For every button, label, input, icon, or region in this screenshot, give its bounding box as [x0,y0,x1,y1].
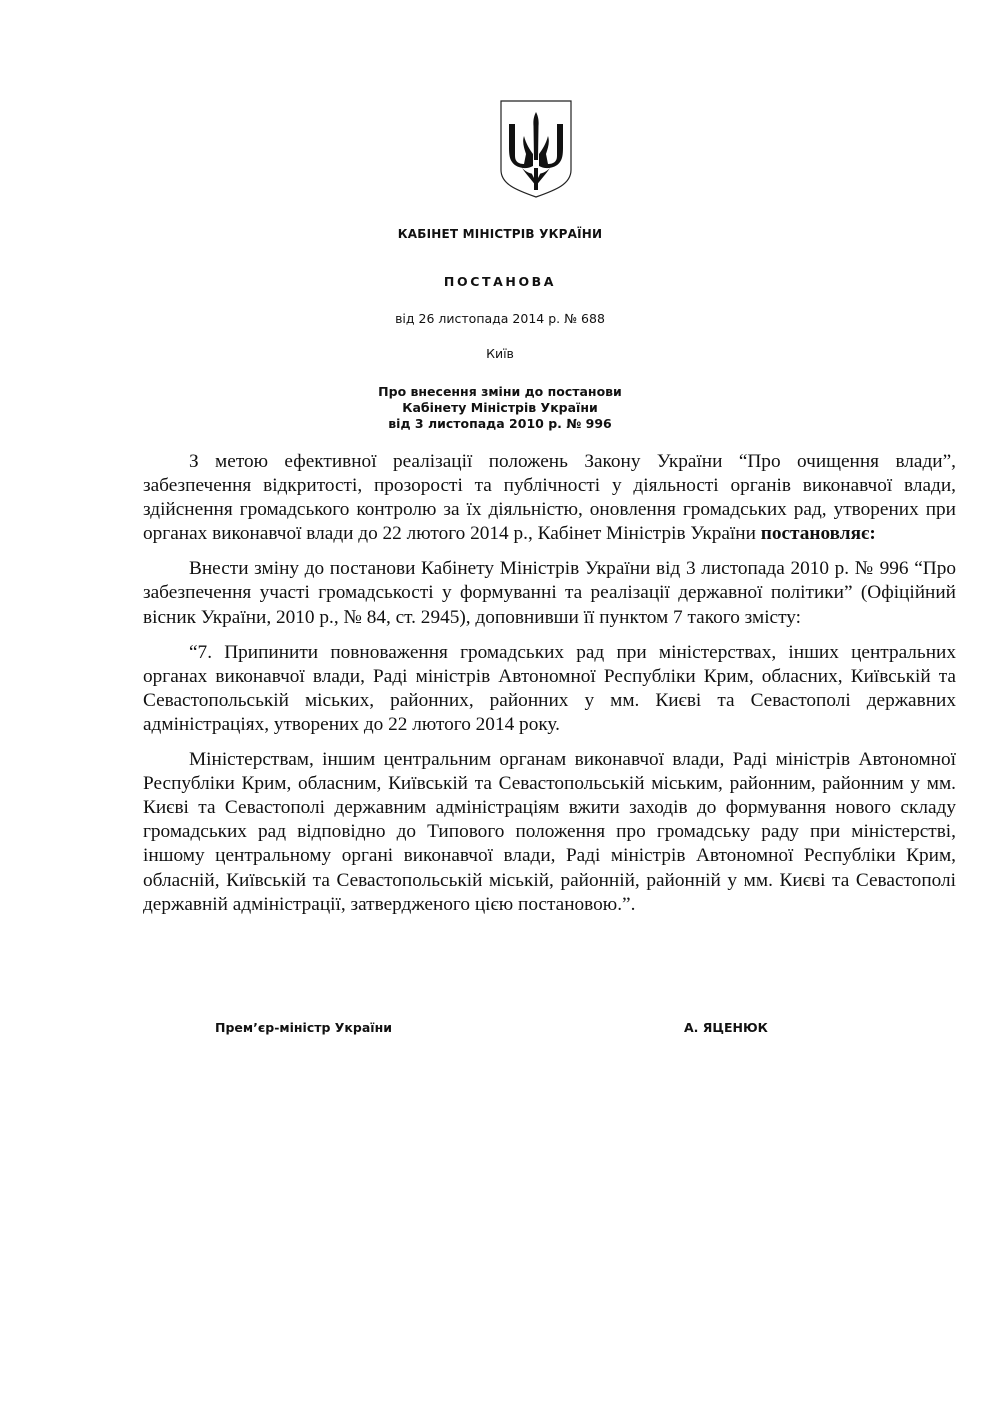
signatory-position: Прем’єр-міністр України [215,1020,392,1035]
document-body [143,450,956,928]
resolves-keyword: постановляє: [760,523,876,545]
document-city: Київ [486,346,514,361]
ukraine-coat-of-arms-icon [498,98,574,200]
organization-name: КАБІНЕТ МІНІСТРІВ УКРАЇНИ [397,227,603,241]
paragraph-text: З метою ефективної реалізації положень Закону України “Про очищення влади”, забезпечення відкритості, прозорості та публічності у діяльності органів виконавчої влади, здійснення громадського контролю за їх діяльністю, оновлення громадських рад, утворених при органах виконавчої влади до 22 лютого 2014 р., Кабінет Міністрів України [143,451,956,545]
body-paragraph-instructions: Міністерствам, іншим центральним органам виконавчої влади, Раді міністрів Автономної Республіки Крим, обласним, Київській та Севастопольській міським, районним, районним у мм. Києві та Севастополі державним адміністраціям вжити заходів до формування нового складу громадських рад відповідно до Типового положення про громадську раду при міністерстві, іншому центральному органі виконавчої влади, Раді міністрів Автономної Республіки Крим, обласній, Київській та Севастопольській міській, районній, районній у мм. Києві та Севастополі державній адміністрації, затвердженого цією постановою.”. [143,749,956,915]
signatory-name: А. ЯЦЕНЮК [684,1020,768,1035]
title-line: від 3 листопада 2010 р. № 996 [388,416,612,431]
document-type: ПОСТАНОВА [443,274,557,289]
document-title [0,384,1000,432]
body-paragraph-preamble [143,450,956,546]
body-paragraph-clause-7: “7. Припинити повноваження громадських рад при міністерствах, інших центральних органах виконавчої влади, Раді міністрів Автономної Республіки Крим, обласних, Київській та Севастопольській міських, районних, районних у мм. Києві та Севастополі державних адміністраціях, утворених до 22 лютого 2014 року. [143,641,956,735]
title-line: Кабінету Міністрів України [402,400,598,415]
body-paragraph-amendment: Внести зміну до постанови Кабінету Міністрів України від 3 листопада 2010 р. № 996 “Про забезпечення участі громадськості у формуванні та реалізації державної політики” (Офіційний вісник України, 2010 р., № 84, ст. 2945), доповнивши її пунктом 7 такого змісту: [143,558,956,628]
document-date-number: від 26 листопада 2014 р. № 688 [395,311,605,326]
title-line: Про внесення зміни до постанови [378,384,622,399]
